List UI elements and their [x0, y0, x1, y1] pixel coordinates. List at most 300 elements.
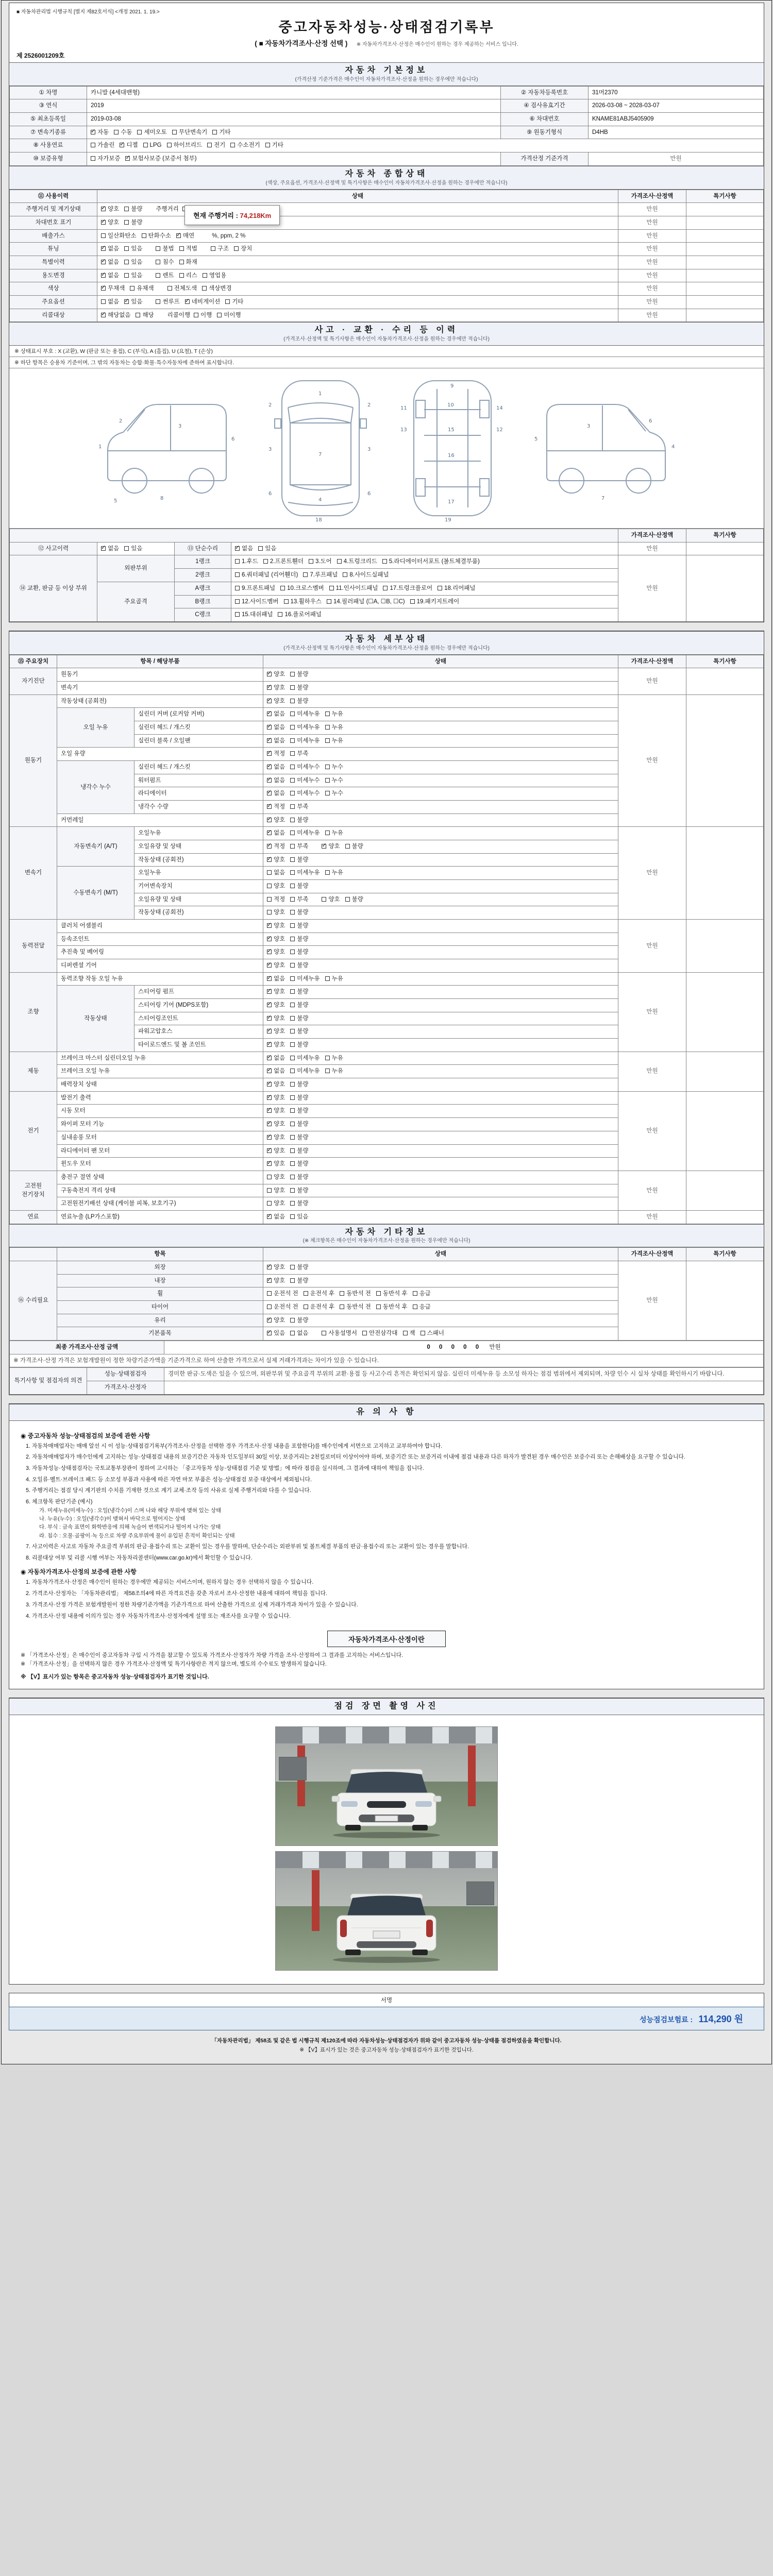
checkbox-option[interactable]: 불량 — [290, 1263, 308, 1272]
checkbox-option[interactable]: 불량 — [290, 908, 308, 917]
unchecked-checkbox-icon[interactable] — [278, 612, 282, 617]
unchecked-checkbox-icon[interactable] — [343, 572, 347, 577]
checkbox-option[interactable]: 기타 — [265, 141, 283, 150]
unchecked-checkbox-icon[interactable] — [290, 1188, 295, 1193]
checkbox-option[interactable]: ✓ 없음 — [101, 545, 119, 553]
checkbox-option[interactable]: 불량 — [124, 218, 142, 227]
unchecked-checkbox-icon[interactable] — [325, 725, 330, 730]
unchecked-checkbox-icon[interactable] — [322, 1331, 326, 1335]
unchecked-checkbox-icon[interactable] — [290, 1135, 295, 1140]
checked-checkbox-icon[interactable] — [101, 207, 106, 211]
unchecked-checkbox-icon[interactable] — [267, 1201, 272, 1206]
checkbox-option[interactable]: ✓ 양호 — [267, 1027, 285, 1036]
checkbox-option[interactable]: 미세누수 — [290, 763, 320, 772]
checkbox-option[interactable]: 미세누유 — [290, 1067, 320, 1076]
checkbox-option[interactable]: ✓ 양호 — [267, 1014, 285, 1023]
unchecked-checkbox-icon[interactable] — [413, 1304, 417, 1309]
unchecked-checkbox-icon[interactable] — [345, 897, 350, 902]
checkbox-option[interactable]: 불량 — [290, 1277, 308, 1285]
checkbox-option[interactable]: 불량 — [290, 1147, 308, 1156]
unchecked-checkbox-icon[interactable] — [290, 884, 295, 888]
checkbox-option[interactable]: 불량 — [290, 1173, 308, 1182]
unchecked-checkbox-icon[interactable] — [258, 546, 263, 551]
unchecked-checkbox-icon[interactable] — [156, 260, 160, 264]
checked-checkbox-icon[interactable] — [267, 1318, 272, 1323]
checked-checkbox-icon[interactable] — [91, 130, 95, 134]
checkbox-option[interactable]: 2.프론트휀더 — [263, 557, 304, 566]
unchecked-checkbox-icon[interactable] — [325, 831, 330, 835]
checked-checkbox-icon[interactable] — [267, 857, 272, 862]
checkbox-option[interactable]: ✓ 네비게이션 — [185, 298, 221, 307]
checkbox-option[interactable]: 누수 — [325, 789, 343, 798]
unchecked-checkbox-icon[interactable] — [327, 599, 331, 604]
checkbox-option[interactable]: 4.트렁크리드 — [337, 557, 377, 566]
unchecked-checkbox-icon[interactable] — [290, 910, 295, 914]
unchecked-checkbox-icon[interactable] — [290, 1016, 295, 1021]
checkbox-option[interactable]: 양호 — [267, 882, 285, 891]
unchecked-checkbox-icon[interactable] — [211, 246, 215, 251]
checked-checkbox-icon[interactable] — [267, 1161, 272, 1166]
checkbox-option[interactable]: ✓ 양호 — [267, 988, 285, 996]
unchecked-checkbox-icon[interactable] — [376, 1291, 381, 1296]
checkbox-option[interactable]: 미세누유 — [290, 829, 320, 838]
checkbox-option[interactable]: 누유 — [325, 723, 343, 732]
unchecked-checkbox-icon[interactable] — [303, 572, 308, 577]
checked-checkbox-icon[interactable] — [101, 273, 106, 278]
checked-checkbox-icon[interactable] — [125, 156, 130, 161]
checkbox-option[interactable]: ✓ 없음 — [267, 1067, 285, 1076]
checked-checkbox-icon[interactable] — [267, 1095, 272, 1100]
checkbox-option[interactable]: ✓ 양호 — [267, 1080, 285, 1089]
checkbox-option[interactable]: 적법 — [179, 245, 197, 253]
checkbox-option[interactable]: 양호 — [267, 1173, 285, 1182]
checked-checkbox-icon[interactable] — [267, 818, 272, 822]
unchecked-checkbox-icon[interactable] — [136, 313, 140, 317]
checked-checkbox-icon[interactable] — [267, 738, 272, 743]
checkbox-option[interactable]: ✓ 양호 — [267, 1001, 285, 1010]
checkbox-option[interactable]: 장치 — [234, 245, 252, 253]
checked-checkbox-icon[interactable] — [101, 286, 106, 291]
checked-checkbox-icon[interactable] — [267, 1029, 272, 1033]
checkbox-option[interactable]: 세미오토 — [137, 128, 166, 137]
checkbox-option[interactable]: ✓ 양호 — [267, 1263, 285, 1272]
unchecked-checkbox-icon[interactable] — [290, 976, 295, 981]
checkbox-option[interactable]: ✓ 없음 — [267, 829, 285, 838]
unchecked-checkbox-icon[interactable] — [290, 1318, 295, 1323]
unchecked-checkbox-icon[interactable] — [267, 870, 272, 875]
checkbox-option[interactable]: ✓ 없음 — [267, 723, 285, 732]
checkbox-option[interactable]: ✓ 양호 — [267, 1107, 285, 1115]
unchecked-checkbox-icon[interactable] — [280, 586, 285, 590]
unchecked-checkbox-icon[interactable] — [167, 143, 172, 147]
unchecked-checkbox-icon[interactable] — [382, 559, 387, 564]
checkbox-option[interactable]: 16.플로어패널 — [278, 611, 322, 619]
checkbox-option[interactable]: 탄화수소 — [142, 232, 171, 241]
checkbox-option[interactable]: 동반석 후 — [376, 1290, 408, 1298]
checkbox-option[interactable]: 부족 — [290, 750, 308, 758]
checkbox-option[interactable]: 누유 — [325, 829, 343, 838]
checkbox-option[interactable]: 적정 — [267, 895, 285, 904]
checkbox-option[interactable]: 불량 — [290, 961, 308, 970]
checkbox-option[interactable]: 누수 — [325, 776, 343, 785]
unchecked-checkbox-icon[interactable] — [290, 1148, 295, 1153]
unchecked-checkbox-icon[interactable] — [410, 599, 415, 604]
unchecked-checkbox-icon[interactable] — [325, 1069, 330, 1073]
checkbox-option[interactable]: 누유 — [325, 869, 343, 877]
checked-checkbox-icon[interactable] — [101, 220, 106, 225]
checked-checkbox-icon[interactable] — [267, 976, 272, 981]
checkbox-option[interactable]: 불량 — [290, 1014, 308, 1023]
unchecked-checkbox-icon[interactable] — [309, 559, 313, 564]
checkbox-option[interactable]: 불량 — [290, 670, 308, 679]
unchecked-checkbox-icon[interactable] — [207, 143, 212, 147]
unchecked-checkbox-icon[interactable] — [267, 897, 272, 902]
unchecked-checkbox-icon[interactable] — [290, 870, 295, 875]
checkbox-option[interactable]: ✓ 양호 — [267, 1316, 285, 1325]
unchecked-checkbox-icon[interactable] — [290, 963, 295, 968]
unchecked-checkbox-icon[interactable] — [179, 246, 184, 251]
checked-checkbox-icon[interactable] — [267, 778, 272, 783]
checkbox-option[interactable]: 없음 — [267, 869, 285, 877]
unchecked-checkbox-icon[interactable] — [290, 1278, 295, 1283]
checkbox-option[interactable]: ✓ 있음 — [124, 298, 142, 307]
unchecked-checkbox-icon[interactable] — [438, 586, 442, 590]
checked-checkbox-icon[interactable] — [267, 1122, 272, 1126]
checkbox-option[interactable]: ✓ 양호 — [267, 1120, 285, 1129]
checkbox-option[interactable]: 불량 — [290, 1133, 308, 1142]
checkbox-option[interactable]: 영업용 — [203, 272, 226, 280]
checked-checkbox-icon[interactable] — [267, 1265, 272, 1269]
signature-row[interactable]: 서명 — [9, 1993, 764, 2007]
checkbox-option[interactable]: 누유 — [325, 1054, 343, 1063]
checkbox-option[interactable]: 불량 — [290, 1316, 308, 1325]
checkbox-option[interactable]: ✓ 양호 — [267, 1147, 285, 1156]
checkbox-option[interactable]: ✓ 없음 — [235, 545, 253, 553]
unchecked-checkbox-icon[interactable] — [290, 1095, 295, 1100]
checked-checkbox-icon[interactable] — [267, 1108, 272, 1113]
unchecked-checkbox-icon[interactable] — [337, 559, 342, 564]
checkbox-option[interactable]: 불량 — [290, 856, 308, 865]
unchecked-checkbox-icon[interactable] — [290, 1082, 295, 1087]
checkbox-option[interactable]: 불량 — [290, 1187, 308, 1195]
unchecked-checkbox-icon[interactable] — [267, 1175, 272, 1179]
unchecked-checkbox-icon[interactable] — [322, 897, 326, 902]
unchecked-checkbox-icon[interactable] — [421, 1331, 425, 1335]
checkbox-option[interactable]: 이행 — [194, 311, 212, 320]
checkbox-option[interactable]: 13.휠하우스 — [284, 598, 322, 606]
checkbox-option[interactable]: 불량 — [290, 922, 308, 930]
checkbox-option[interactable]: ✓ 매연 — [176, 232, 194, 241]
unchecked-checkbox-icon[interactable] — [304, 1304, 308, 1309]
unchecked-checkbox-icon[interactable] — [325, 778, 330, 783]
checkbox-option[interactable]: 있음 — [124, 245, 142, 253]
checkbox-option[interactable]: ✓ 양호 — [267, 856, 285, 865]
unchecked-checkbox-icon[interactable] — [235, 599, 240, 604]
checkbox-option[interactable]: 운전석 전 — [267, 1303, 298, 1312]
checkbox-option[interactable]: ✓ 양호 — [267, 816, 285, 825]
unchecked-checkbox-icon[interactable] — [267, 1291, 272, 1296]
checked-checkbox-icon[interactable] — [267, 923, 272, 928]
checkbox-option[interactable]: 불량 — [290, 1041, 308, 1049]
unchecked-checkbox-icon[interactable] — [325, 765, 330, 769]
checkbox-option[interactable]: ✓ 양호 — [267, 684, 285, 692]
checkbox-option[interactable]: 미세누유 — [290, 723, 320, 732]
checked-checkbox-icon[interactable] — [267, 791, 272, 795]
checkbox-option[interactable]: 불량 — [290, 1027, 308, 1036]
checkbox-option[interactable]: ✓ 해당없음 — [101, 311, 130, 320]
checked-checkbox-icon[interactable] — [267, 963, 272, 968]
unchecked-checkbox-icon[interactable] — [230, 143, 235, 147]
unchecked-checkbox-icon[interactable] — [194, 313, 198, 317]
checkbox-option[interactable]: ✓ 없음 — [101, 272, 119, 280]
checkbox-option[interactable]: ✓ 없음 — [267, 710, 285, 719]
checked-checkbox-icon[interactable] — [267, 1069, 272, 1073]
unchecked-checkbox-icon[interactable] — [290, 950, 295, 954]
checkbox-option[interactable]: 리스 — [179, 272, 197, 280]
unchecked-checkbox-icon[interactable] — [403, 1331, 408, 1335]
checkbox-option[interactable]: 19.패키지트레이 — [410, 598, 460, 606]
unchecked-checkbox-icon[interactable] — [290, 1029, 295, 1033]
unchecked-checkbox-icon[interactable] — [130, 286, 135, 291]
unchecked-checkbox-icon[interactable] — [142, 233, 146, 238]
checkbox-option[interactable]: 없음 — [290, 1329, 308, 1338]
unchecked-checkbox-icon[interactable] — [290, 711, 295, 716]
checked-checkbox-icon[interactable] — [267, 672, 272, 676]
unchecked-checkbox-icon[interactable] — [101, 233, 106, 238]
unchecked-checkbox-icon[interactable] — [124, 546, 129, 551]
unchecked-checkbox-icon[interactable] — [290, 725, 295, 730]
checkbox-option[interactable]: 불량 — [290, 1094, 308, 1103]
unchecked-checkbox-icon[interactable] — [290, 1161, 295, 1166]
checkbox-option[interactable]: 잭 — [403, 1329, 415, 1338]
checkbox-option[interactable]: 5.라디에이터서포트 (볼트체결부품) — [382, 557, 480, 566]
checkbox-option[interactable]: 미세누유 — [290, 975, 320, 984]
checkbox-option[interactable]: ✓ 양호 — [267, 922, 285, 930]
unchecked-checkbox-icon[interactable] — [290, 751, 295, 756]
checkbox-option[interactable]: 수소전기 — [230, 141, 260, 150]
checkbox-option[interactable]: 부족 — [290, 803, 308, 811]
checked-checkbox-icon[interactable] — [267, 685, 272, 690]
unchecked-checkbox-icon[interactable] — [290, 1265, 295, 1269]
checkbox-option[interactable]: 썬루프 — [156, 298, 179, 307]
unchecked-checkbox-icon[interactable] — [267, 884, 272, 888]
checkbox-option[interactable]: 있음 — [124, 545, 142, 553]
checkbox-option[interactable]: 하이브리드 — [167, 141, 203, 150]
unchecked-checkbox-icon[interactable] — [383, 586, 388, 590]
checkbox-option[interactable]: 8.사이드실패널 — [343, 571, 389, 580]
checked-checkbox-icon[interactable] — [176, 233, 181, 238]
checkbox-option[interactable]: 렌트 — [156, 272, 174, 280]
checkbox-option[interactable]: ✓ 양호 — [267, 670, 285, 679]
checkbox-option[interactable]: 안전삼각대 — [362, 1329, 398, 1338]
unchecked-checkbox-icon[interactable] — [137, 130, 142, 134]
checkbox-option[interactable]: 불량 — [290, 684, 308, 692]
checkbox-option[interactable]: 있음 — [258, 545, 276, 553]
checkbox-option[interactable]: ✓ 없음 — [267, 789, 285, 798]
checkbox-option[interactable]: ✓ 무채색 — [101, 284, 125, 293]
checked-checkbox-icon[interactable] — [267, 1331, 272, 1335]
unchecked-checkbox-icon[interactable] — [290, 857, 295, 862]
checkbox-option[interactable]: 불량 — [290, 697, 308, 706]
checkbox-option[interactable]: 운전석 후 — [304, 1290, 335, 1298]
checked-checkbox-icon[interactable] — [124, 299, 129, 304]
checkbox-option[interactable]: ✓ 디젤 — [120, 141, 138, 150]
checkbox-option[interactable]: 침수 — [156, 258, 174, 267]
checkbox-option[interactable]: ✓ 양호 — [267, 697, 285, 706]
checkbox-option[interactable]: 불량 — [290, 1080, 308, 1089]
checkbox-option[interactable]: ✓ 양호 — [267, 961, 285, 970]
unchecked-checkbox-icon[interactable] — [290, 1056, 295, 1060]
checked-checkbox-icon[interactable] — [267, 1003, 272, 1007]
checkbox-option[interactable]: 14.필러패널 (☐A, ☐B, ☐C) — [327, 598, 405, 606]
checkbox-option[interactable]: 불량 — [290, 935, 308, 944]
checkbox-option[interactable]: 동반석 전 — [340, 1303, 371, 1312]
checkbox-option[interactable]: 누유 — [325, 710, 343, 719]
checkbox-option[interactable]: ✓ 양호 — [267, 1041, 285, 1049]
checkbox-option[interactable]: 미세누유 — [290, 869, 320, 877]
checkbox-option[interactable]: ✓ 없음 — [101, 245, 119, 253]
checkbox-option[interactable]: 불량 — [345, 895, 363, 904]
unchecked-checkbox-icon[interactable] — [235, 559, 240, 564]
unchecked-checkbox-icon[interactable] — [340, 1304, 344, 1309]
checkbox-option[interactable]: 불법 — [156, 245, 174, 253]
checkbox-option[interactable]: ✓ 적정 — [267, 750, 285, 758]
unchecked-checkbox-icon[interactable] — [124, 220, 129, 225]
checkbox-option[interactable]: 18.리어패널 — [438, 584, 475, 593]
unchecked-checkbox-icon[interactable] — [413, 1291, 417, 1296]
checked-checkbox-icon[interactable] — [267, 725, 272, 730]
unchecked-checkbox-icon[interactable] — [290, 1331, 295, 1335]
checkbox-option[interactable]: 누수 — [325, 763, 343, 772]
checkbox-option[interactable]: 부족 — [290, 842, 308, 851]
checkbox-option[interactable]: 전기 — [207, 141, 225, 150]
checkbox-option[interactable]: 가솔린 — [91, 141, 114, 150]
unchecked-checkbox-icon[interactable] — [290, 1201, 295, 1206]
checked-checkbox-icon[interactable] — [101, 313, 106, 317]
unchecked-checkbox-icon[interactable] — [124, 260, 129, 264]
checkbox-option[interactable]: 사용설명서 — [322, 1329, 357, 1338]
unchecked-checkbox-icon[interactable] — [290, 1214, 295, 1219]
checkbox-option[interactable]: 1.후드 — [235, 557, 258, 566]
unchecked-checkbox-icon[interactable] — [265, 143, 270, 147]
checkbox-option[interactable]: 17.트렁크플로어 — [383, 584, 432, 593]
checkbox-option[interactable]: 10.크로스멤버 — [280, 584, 324, 593]
checkbox-option[interactable]: ✓ 없음 — [267, 763, 285, 772]
checkbox-option[interactable]: 동반석 후 — [376, 1303, 408, 1312]
unchecked-checkbox-icon[interactable] — [290, 1108, 295, 1113]
unchecked-checkbox-icon[interactable] — [325, 738, 330, 743]
unchecked-checkbox-icon[interactable] — [290, 765, 295, 769]
checkbox-option[interactable]: ✓ 양호 — [322, 842, 340, 851]
unchecked-checkbox-icon[interactable] — [114, 130, 119, 134]
checked-checkbox-icon[interactable] — [267, 989, 272, 994]
unchecked-checkbox-icon[interactable] — [225, 299, 230, 304]
checked-checkbox-icon[interactable] — [322, 844, 326, 849]
checkbox-option[interactable]: ✓ 없음 — [101, 258, 119, 267]
unchecked-checkbox-icon[interactable] — [124, 207, 129, 211]
unchecked-checkbox-icon[interactable] — [124, 246, 129, 251]
checked-checkbox-icon[interactable] — [267, 1016, 272, 1021]
unchecked-checkbox-icon[interactable] — [290, 989, 295, 994]
checkbox-option[interactable]: 색상변경 — [202, 284, 231, 293]
unchecked-checkbox-icon[interactable] — [290, 791, 295, 795]
checked-checkbox-icon[interactable] — [267, 1214, 272, 1219]
checked-checkbox-icon[interactable] — [267, 1056, 272, 1060]
unchecked-checkbox-icon[interactable] — [290, 818, 295, 822]
unchecked-checkbox-icon[interactable] — [91, 156, 95, 161]
checkbox-option[interactable]: 불량 — [345, 842, 363, 851]
checkbox-option[interactable]: 기타 — [225, 298, 243, 307]
unchecked-checkbox-icon[interactable] — [267, 1188, 272, 1193]
checkbox-option[interactable]: 양호 — [267, 908, 285, 917]
unchecked-checkbox-icon[interactable] — [340, 1291, 344, 1296]
unchecked-checkbox-icon[interactable] — [290, 1069, 295, 1073]
unchecked-checkbox-icon[interactable] — [329, 586, 334, 590]
checkbox-option[interactable]: 응급 — [413, 1303, 431, 1312]
checkbox-option[interactable]: ✓ 적정 — [267, 803, 285, 811]
checkbox-option[interactable]: ✓ 없음 — [267, 975, 285, 984]
checked-checkbox-icon[interactable] — [267, 1042, 272, 1047]
checkbox-option[interactable]: LPG — [143, 141, 162, 150]
checked-checkbox-icon[interactable] — [267, 1135, 272, 1140]
checked-checkbox-icon[interactable] — [267, 804, 272, 809]
unchecked-checkbox-icon[interactable] — [290, 1175, 295, 1179]
unchecked-checkbox-icon[interactable] — [124, 273, 129, 278]
unchecked-checkbox-icon[interactable] — [290, 672, 295, 676]
checkbox-option[interactable]: 미세누유 — [290, 737, 320, 745]
unchecked-checkbox-icon[interactable] — [376, 1304, 381, 1309]
unchecked-checkbox-icon[interactable] — [325, 791, 330, 795]
checkbox-option[interactable]: 불량 — [290, 948, 308, 957]
checked-checkbox-icon[interactable] — [101, 260, 106, 264]
unchecked-checkbox-icon[interactable] — [290, 699, 295, 703]
checkbox-option[interactable]: 불량 — [290, 1001, 308, 1010]
checked-checkbox-icon[interactable] — [267, 937, 272, 941]
unchecked-checkbox-icon[interactable] — [290, 1042, 295, 1047]
checkbox-option[interactable]: 있음 — [290, 1213, 308, 1222]
unchecked-checkbox-icon[interactable] — [290, 923, 295, 928]
checkbox-option[interactable]: ✓ 양호 — [101, 205, 119, 214]
checkbox-option[interactable]: 응급 — [413, 1290, 431, 1298]
checkbox-option[interactable]: ✓ 없음 — [267, 1213, 285, 1222]
checked-checkbox-icon[interactable] — [267, 1148, 272, 1153]
checked-checkbox-icon[interactable] — [267, 765, 272, 769]
checkbox-option[interactable]: 미세누유 — [290, 1054, 320, 1063]
unchecked-checkbox-icon[interactable] — [235, 572, 240, 577]
checkbox-option[interactable]: 불량 — [290, 1120, 308, 1129]
checked-checkbox-icon[interactable] — [267, 831, 272, 835]
checked-checkbox-icon[interactable] — [185, 299, 190, 304]
unchecked-checkbox-icon[interactable] — [235, 586, 240, 590]
unchecked-checkbox-icon[interactable] — [290, 685, 295, 690]
checkbox-option[interactable]: ✓ 자동 — [91, 128, 109, 137]
unchecked-checkbox-icon[interactable] — [290, 1122, 295, 1126]
checkbox-option[interactable]: 운전석 후 — [304, 1303, 335, 1312]
checkbox-option[interactable]: ✓ 양호 — [267, 1094, 285, 1103]
checkbox-option[interactable]: 양호 — [322, 895, 340, 904]
checkbox-option[interactable]: ✓ 적정 — [267, 842, 285, 851]
checkbox-option[interactable]: 미세누수 — [290, 776, 320, 785]
checkbox-option[interactable]: 불량 — [290, 882, 308, 891]
checkbox-option[interactable]: 미이행 — [217, 311, 241, 320]
checked-checkbox-icon[interactable] — [120, 143, 124, 147]
checkbox-option[interactable]: 11.인사이드패널 — [329, 584, 378, 593]
checkbox-option[interactable]: ✓ 양호 — [267, 1277, 285, 1285]
unchecked-checkbox-icon[interactable] — [284, 599, 289, 604]
unchecked-checkbox-icon[interactable] — [234, 246, 239, 251]
checkbox-option[interactable]: ✓ 양호 — [267, 1133, 285, 1142]
checkbox-option[interactable]: ✓ 없음 — [267, 776, 285, 785]
